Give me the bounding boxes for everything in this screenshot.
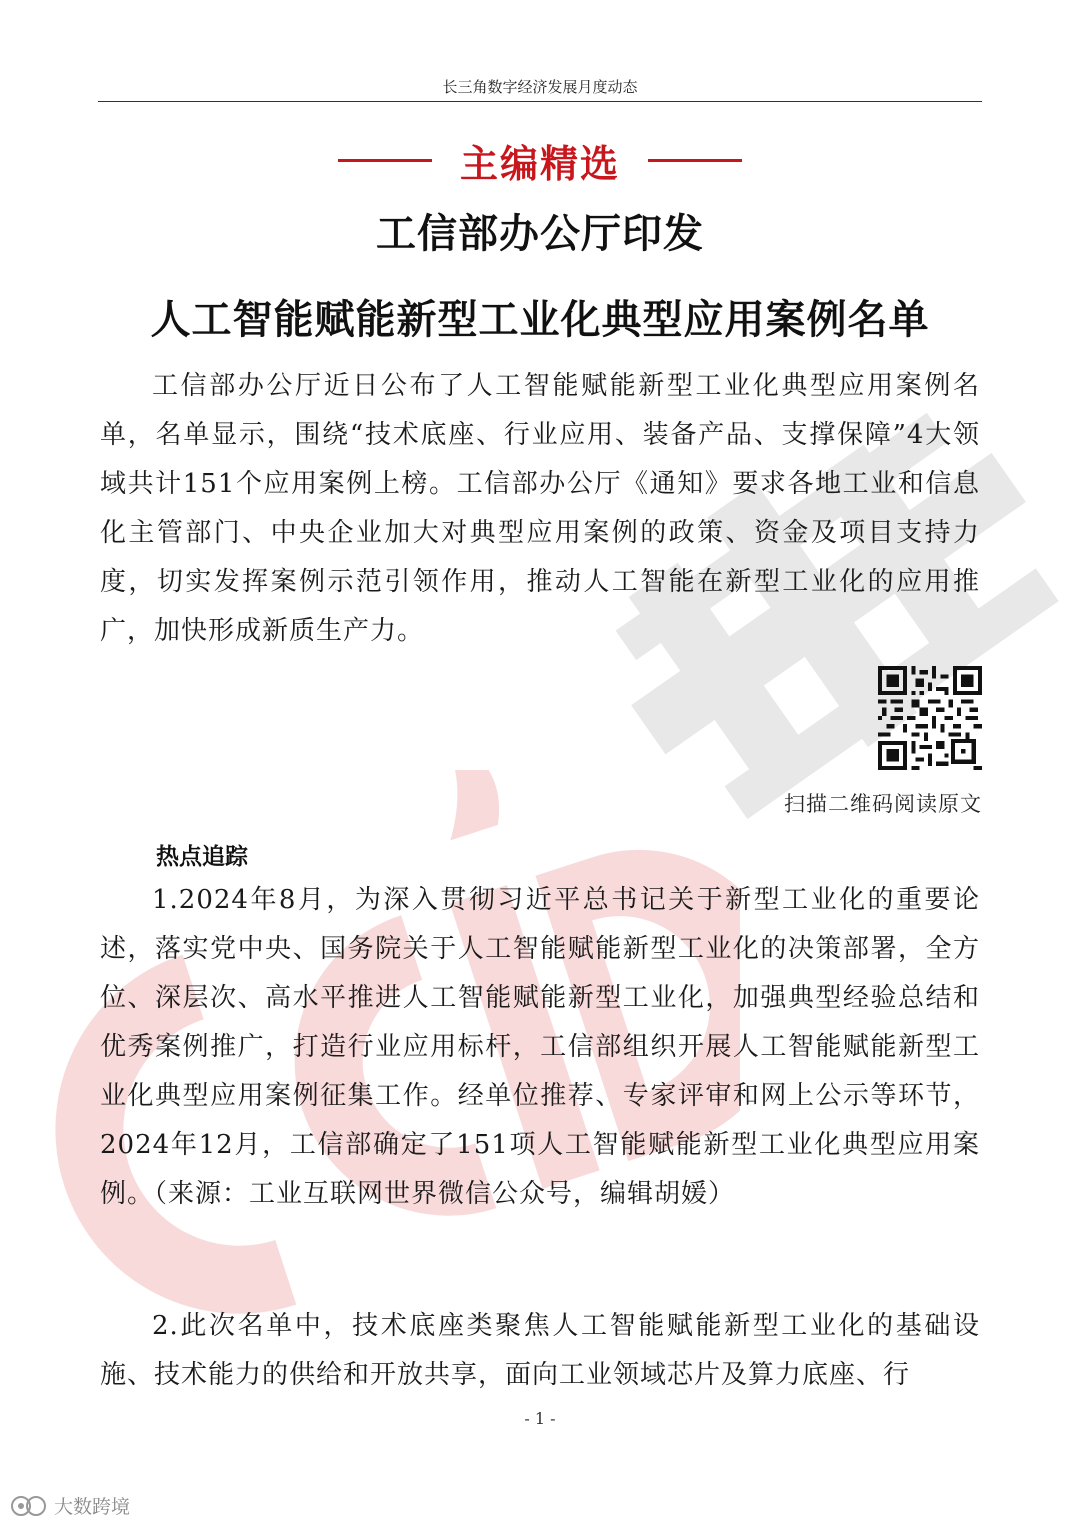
hotspot-heading: 热点追踪 bbox=[156, 844, 248, 870]
intro-paragraph: 工信部办公厅近日公布了人工智能赋能新型工业化典型应用案例名单，名单显示，围绕“技术底座、行业应用、装备产品、支撑保障”4大领域共计151个应用案例上榜。工信部办公厅《通知》要求各地工业和信息化主管部门、中央企业加大对典型应用案例的政策、资金及项目支持力度，切实发挥案例示范引领作用，推动人工智能在新型工业化的应用推广，加快形成新质生产力。 bbox=[100, 371, 980, 646]
page-number: - 1 - bbox=[524, 1409, 556, 1428]
banner-left-rule bbox=[338, 159, 432, 162]
banner-right-rule bbox=[648, 159, 742, 162]
footer-watermark-text: 大数跨境 bbox=[54, 1496, 131, 1518]
section-banner bbox=[0, 134, 1080, 186]
weibo-style-icon bbox=[10, 1495, 48, 1517]
page-header-title: 长三角数字经济发展月度动态 bbox=[442, 78, 638, 96]
article-title-line1: 工信部办公厅印发 bbox=[376, 211, 704, 257]
header-divider bbox=[98, 101, 982, 102]
qr-caption: 扫描二维码阅读原文 bbox=[784, 792, 982, 816]
footer-watermark bbox=[10, 1492, 130, 1519]
hotspot-item-1: 1.2024年8月，为深入贯彻习近平总书记关于新型工业化的重要论述，落实党中央、国务院关于人工智能赋能新型工业化的决策部署，全方位、深层次、高水平推进人工智能赋能新型工业化，加强典型经验总结和优秀案例推广，打造行业应用标杆，工信部组织开展人工智能赋能新型工业化典型应用案例征集工作。经单位推荐、专家评审和网上公示等环节，2024年12月，工信部确定了151项人工智能赋能新型工业化典型应用案例。（来源：工业互联网世界微信公众号，编辑胡媛） bbox=[100, 885, 980, 1209]
qr-code[interactable] bbox=[878, 666, 982, 770]
article-title-line2: 人工智能赋能新型工业化典型应用案例名单 bbox=[150, 297, 930, 343]
banner-label: 主编精选 bbox=[459, 141, 620, 186]
hotspot-item-2: 2.此次名单中，技术底座类聚焦人工智能赋能新型工业化的基础设施、技术能力的供给和开放共享，面向工业领域芯片及算力底座、行 bbox=[100, 1311, 980, 1390]
